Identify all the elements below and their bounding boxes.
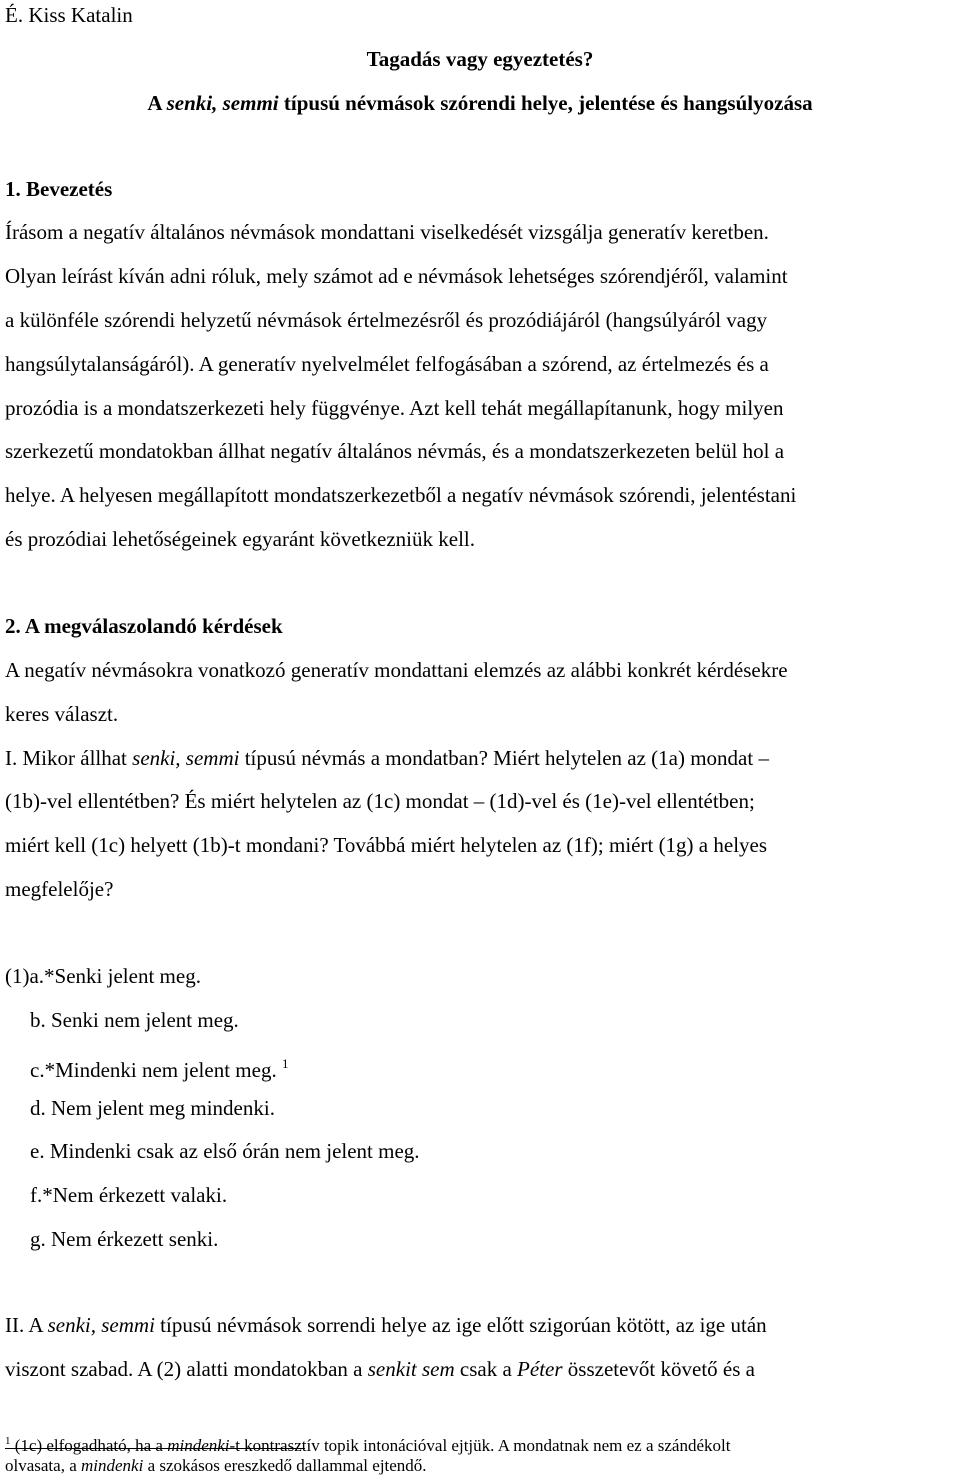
section-1-line: a különféle szórendi helyzetű névmások értelmezésről és prozódiájáról (hangsúlyáról vagy — [5, 308, 768, 332]
question-2-line — [5, 1312, 767, 1338]
question-2-line — [5, 1356, 755, 1382]
footnote-line — [5, 1431, 730, 1456]
example-1c — [30, 1051, 288, 1083]
q2l2-pre: viszont szabad. A (2) alatti mondatokban a — [5, 1357, 368, 1381]
paper-subtitle — [0, 90, 960, 116]
section-1-line: prozódia is a mondatszerkezeti hely függvénye. Azt kell tehát megállapítanunk, hogy milyen — [5, 396, 784, 420]
footnote-number: 1 — [5, 1435, 11, 1447]
q1-post: típusú névmás a mondatban? Miért helytelen az (1a) mondat – — [239, 746, 769, 770]
question-1-line: miért kell (1c) helyett (1b)-t mondani? Továbbá miért helytelen az (1f); miért (1g) a helyes — [5, 833, 768, 857]
example-1g: g. Nem érkezett senki. — [30, 1227, 219, 1251]
section-1-line: hangsúlytalanságáról). A generatív nyelvelmélet felfogásában a szórend, az értelmezés és a — [5, 352, 769, 376]
paper-title: Tagadás vagy egyeztetés? — [366, 47, 594, 71]
subtitle-em: senki, semmi — [166, 91, 279, 115]
subtitle-post: típusú névmások szórendi helye, jelentése és hangsúlyozása — [278, 91, 813, 115]
q2l2-mid: csak a — [454, 1357, 518, 1381]
question-1-line: megfelelője? — [5, 877, 114, 901]
fn1-em: mindenki — [167, 1436, 230, 1455]
q2-em: senki, semmi — [47, 1313, 155, 1337]
question-1-line — [5, 745, 769, 771]
section-1-line: helye. A helyesen megállapított mondatszerkezetből a negatív névmások szórendi, jelentéstani — [5, 483, 797, 507]
section-1-line: Írásom a negatív általános névmások mondattani viselkedését vizsgálja generatív keretben. — [5, 220, 769, 244]
fn2-pre: olvasata, a — [5, 1456, 81, 1475]
footnote-ref[interactable]: 1 — [281, 1056, 289, 1071]
section-2-intro-line: keres választ. — [5, 702, 119, 726]
example-1a: (1)a.*Senki jelent meg. — [5, 964, 201, 988]
q2l2-em2: Péter — [517, 1357, 563, 1381]
example-1f: f.*Nem érkezett valaki. — [30, 1183, 228, 1207]
footnote-line — [5, 1456, 427, 1476]
q2-post: típusú névmások sorrendi helye az ige előtt szigorúan kötött, az ige után — [154, 1313, 767, 1337]
q2l2-post: összetevőt követő és a — [562, 1357, 755, 1381]
section-1-line: szerkezetű mondatokban állhat negatív általános névmás, és a mondatszerkezeten belül hol a — [5, 439, 785, 463]
q2-pre: II. A — [5, 1313, 48, 1337]
example-1c-text: c.*Mindenki nem jelent meg. — [30, 1058, 277, 1082]
subtitle-pre: A — [147, 91, 167, 115]
section-1-heading: 1. Bevezetés — [5, 177, 113, 201]
example-1d: d. Nem jelent meg mindenki. — [30, 1096, 275, 1120]
fn2-em: mindenki — [81, 1456, 144, 1475]
example-1e: e. Mindenki csak az első órán nem jelent meg. — [30, 1139, 420, 1163]
fn1-pre: (1c) elfogadható, ha a — [10, 1436, 168, 1455]
example-1b: b. Senki nem jelent meg. — [30, 1008, 239, 1032]
q2l2-em1: senkit sem — [367, 1357, 455, 1381]
section-1-line: Olyan leírást kíván adni róluk, mely számot ad e névmások lehetséges szórendjéről, valamint — [5, 264, 788, 288]
q1-pre: I. Mikor állhat — [5, 746, 133, 770]
fn1-post: -t kontrasztív topik intonációval ejtjük. A mondatnak nem ez a szándékolt — [229, 1436, 731, 1455]
section-2-heading: 2. A megválaszolandó kérdések — [5, 614, 283, 638]
q1-em: senki, semmi — [132, 746, 240, 770]
fn2-post: a szokásos ereszkedő dallammal ejtendő. — [143, 1456, 427, 1475]
author-name: É. Kiss Katalin — [5, 3, 133, 27]
question-1-line: (1b)-vel ellentétben? És miért helytelen az (1c) mondat – (1d)-vel és (1e)-vel ellentétben; — [5, 789, 755, 813]
section-2-intro-line: A negatív névmásokra vonatkozó generatív mondattani elemzés az alábbi konkrét kérdésekre — [5, 658, 788, 682]
section-1-line: és prozódiai lehetőségeinek egyaránt következniük kell. — [5, 527, 475, 551]
